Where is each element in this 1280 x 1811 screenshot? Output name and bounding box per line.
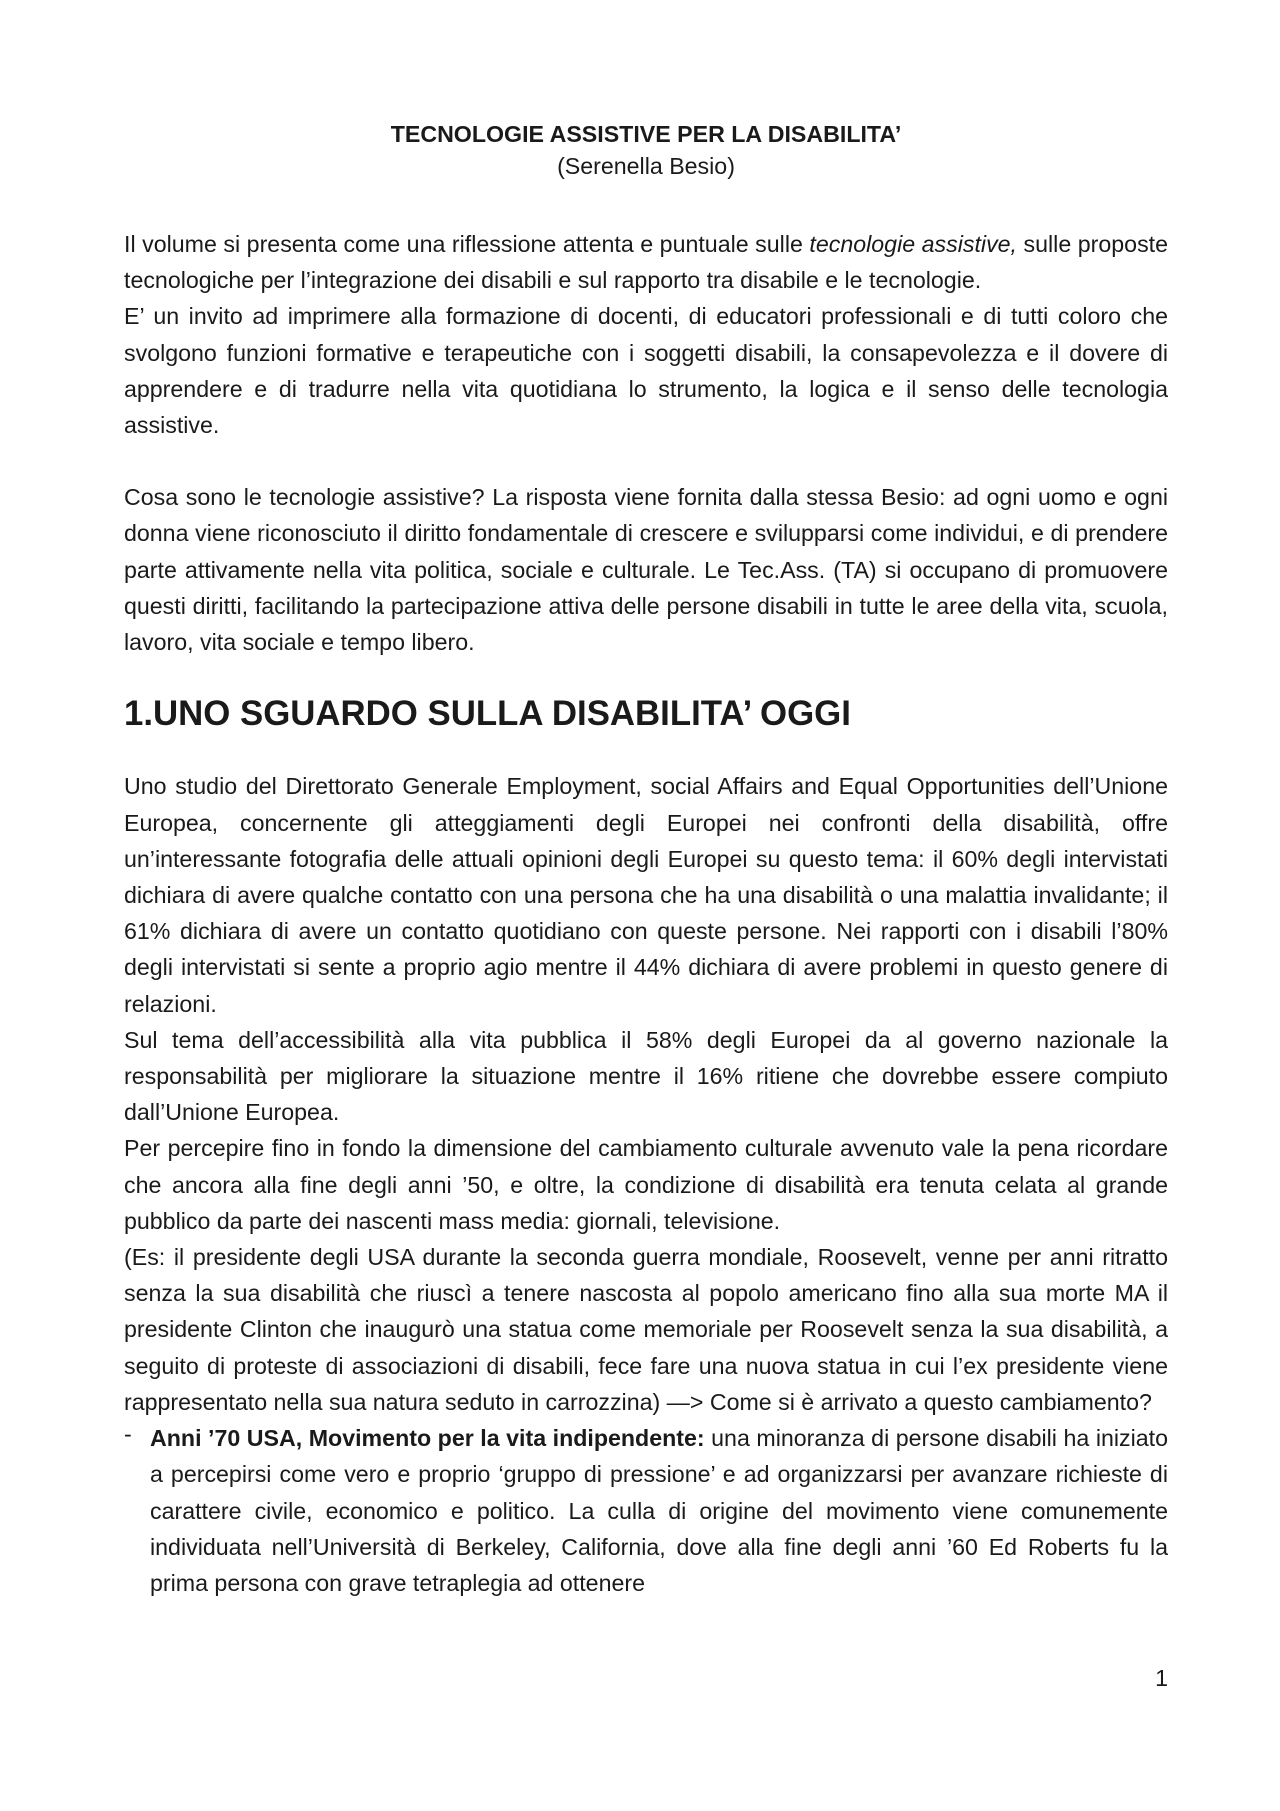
bullet-item [124,1420,1168,1601]
intro-p1-before: Il volume si presenta come una riflessione attenta e puntuale sulle [124,231,810,257]
intro-paragraph-1 [124,226,1168,298]
paragraph-gap [124,660,1168,696]
intro-p1-after: sulle proposte tecnologiche per l’integrazione dei disabili e sul rapporto tra disabile e le tecnologie. [124,231,1169,294]
bullet-dash: - [124,1421,132,1448]
section1-paragraph-2: Sul tema dell’accessibilità alla vita pubblica il 58% degli Europei da al governo nazionale la responsabilità per migliorare la situazione mentre il 16% ritiene che dovrebbe essere compiuto dall’Unione Europea. [124,1026,1168,1126]
paragraph-gap [124,443,1168,479]
bullet-text: una minoranza di persone disabili ha iniziato a percepirsi come vero e proprio ‘gruppo di pressione’ e ad organizzarsi per avanzare richieste di carattere civile, economico e politico. La culla di origine del movimento viene comunemente individuata nell’Università di Berkeley, California, dove alla fine degli anni ’60 Ed Roberts fu la prima persona con grave tetraplegia ad ottenere [150,1425,1168,1596]
section1-paragraph-4: (Es: il presidente degli USA durante la seconda guerra mondiale, Roosevelt, venne per anni ritratto senza la sua disabilità che riuscì a tenere nascosta al popolo americano fino alla sua morte MA il presidente Clinton che inaugurò una statua come memoriale per Roosevelt senza la sua disabilità, a seguito di proteste di associazioni di disabili, fece fare una nuova statua in cui l’ex presidente viene rappresentato nella sua natura seduto in carrozzina) —> Come si è arrivato a questo cambiamento? [124,1244,1168,1415]
document-title: TECNOLOGIE ASSISTIVE PER LA DISABILITA’ [390,121,902,147]
section1-paragraph-1: Uno studio del Direttorato Generale Employment, social Affairs and Equal Opportunities dell’Unione Europea, concernente gli atteggiamenti degli Europei nei confronti della disabilità, offre un’interessante fotografia delle attuali opinioni degli Europei su questo tema: il 60% degli intervistati dichiara di avere qualche contatto con una persona che ha una disabilità o una malattia invalidante; il 61% dichiara di avere un contatto quotidiano con queste persone. Nei rapporti con i disabili l’80% degli intervistati si sente a proprio agio mentre il 44% dichiara di avere problemi in questo genere di relazioni. [124,773,1168,1017]
document-author: (Serenella Besio) [557,153,735,179]
intro-paragraph-2: E’ un invito ad imprimere alla formazione di docenti, di educatori professionali e di tutti coloro che svolgono funzioni formative e terapeutiche con i soggetti disabili, la consapevolezza e il dovere di apprendere e di tradurre nella vita quotidiana lo strumento, la logica e il senso delle tecnologia assistive. [124,303,1168,439]
document-page [124,118,1168,1601]
page-number: 1 [1155,1665,1168,1691]
bullet-list [124,1420,1168,1601]
section-heading: 1.UNO SGUARDO SULLA DISABILITA’ OGGI [124,694,851,734]
bullet-bold-lead: Anni ’70 USA, Movimento per la vita indipendente: [150,1425,705,1452]
intro-p1-italic: tecnologie assistive, [809,231,1018,257]
paragraph-gap [124,732,1168,768]
intro-paragraph-3: Cosa sono le tecnologie assistive? La risposta viene fornita dalla stessa Besio: ad ogni uomo e ogni donna viene riconosciuto il diritto fondamentale di crescere e svilupparsi come individui, e di prendere parte attivamente nella vita politica, sociale e culturale. Le Tec.Ass. (TA) si occupano di promuovere questi diritti, facilitando la partecipazione attiva delle persone disabili in tutte le aree della vita, scuola, lavoro, vita sociale e tempo libero. [124,484,1168,656]
section1-paragraph-3: Per percepire fino in fondo la dimensione del cambiamento culturale avvenuto vale la pena ricordare che ancora alla fine degli anni ’50, e oltre, la condizione di disabilità era tenuta celata al grande pubblico da parte dei nascenti mass media: giornali, televisione. [124,1135,1168,1234]
